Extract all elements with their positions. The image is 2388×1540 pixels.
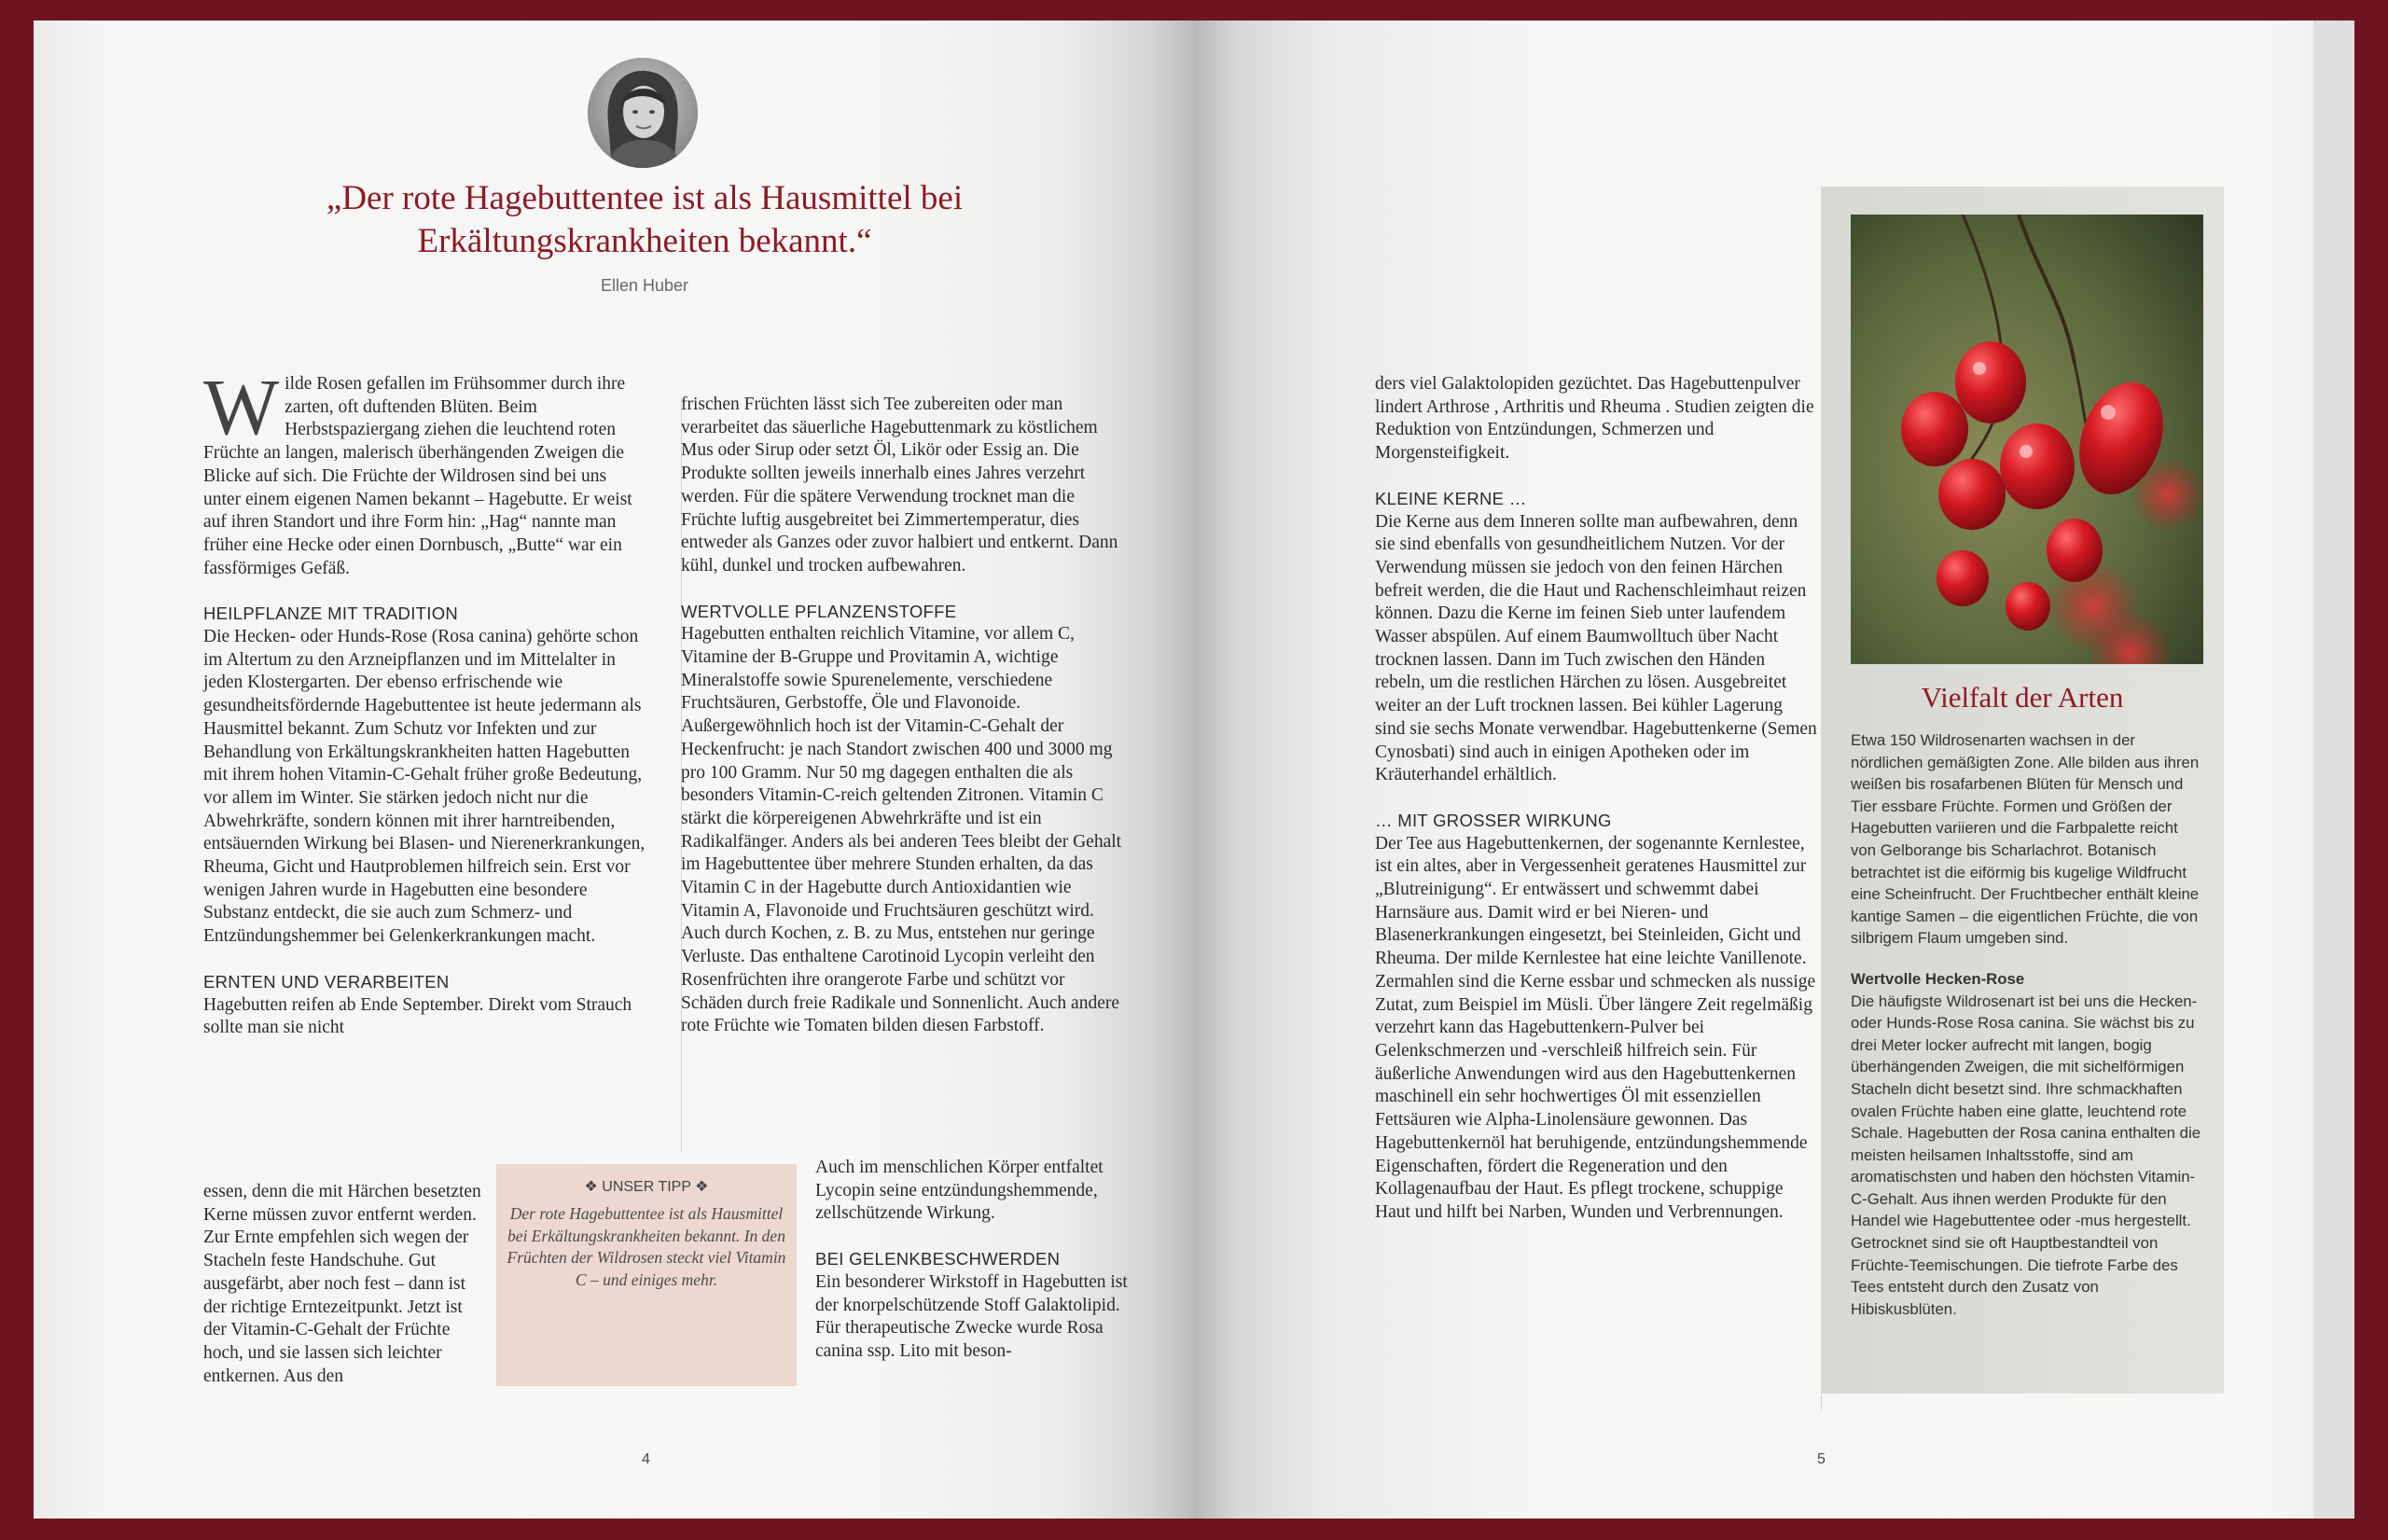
paragraph-gelenk: Ein besonderer Wirkstoff in Hagebutten ist der knorpelschützende Stoff Galaktolipid. Für therapeutische Zwecke wurde Rosa canina ssp. Lito mit beson-	[815, 1271, 1128, 1361]
dropcap: W	[203, 362, 280, 451]
pull-quote: „Der rote Hagebuttentee ist als Hausmittel bei Erkältungskrankheiten bekannt.“	[326, 179, 964, 260]
tip-title: ❖ UNSER TIPP ❖	[584, 1179, 709, 1195]
sidebar-box	[1821, 187, 2224, 1394]
right-column-1	[1375, 373, 1817, 1225]
sidebar-paragraph-1: Etwa 150 Wildrosenarten wachsen in der nördlichen gemäßigten Zone. Alle bilden aus ihren weißen bis rosafarbenen Blüten für Mensch und Tier essbare Früchte. Formen und Größen der Hagebutten variieren und die Farbpalette reicht von Gelborange bis Scharlachrot. Botanisch betrachtet ist die eiförmig bis kugelige Wildfrucht eine Scheinfrucht. Der Fruchtbecher enthält kleine kantige Samen – die eigentlichen Früchte, die von silbrigem Flaum umgeben sind.	[1851, 731, 2200, 948]
sidebar-text	[1851, 729, 2203, 1320]
left-column-1-cont	[203, 1181, 483, 1388]
paragraph-grosse-wirkung: Der Tee aus Hagebuttenkernen, der sogenannte Kernlestee, ist ein altes, aber in Vergessenheit geratenes Hausmittel zur „Blutreinigung“. Er entwässert und schwemmt dabei Harnsäure aus. Damit wird er bei Nieren- und Blasenerkrankungen eingesetzt, bei Steinleiden, Gicht und Rheuma. Der milde Kernlestee hat eine leichte Vanillenote. Zermahlen sind die Kerne essbar und schmecken als nussige Zutat, zum Beispiel im Müsli. Über längere Zeit regelmäßig verzehrt kann das Hagebuttenkern-Pulver bei Gelenkschmerzen und -verschleiß hilfreich sein. Für äußerliche Anwendungen wird aus den Hagebuttenkernen maschinell ein sehr hochwertiges Öl mit essenziellen Fettsäuren wie Alpha-Linolensäure gewonnen. Das Hagebuttenkernöl hat beruhigende, entzündungshemmende Eigenschaften, fördert die Regeneration und den Kollagenaufbau der Haut. Es pflegt trockene, schuppige Haut und hilft bei Narben, Wunden und Verbrennungen.	[1375, 833, 1816, 1222]
paragraph-galakto: ders viel Galaktolopiden gezüchtet. Das Hagebuttenpulver lindert Arthrose , Arthritis und Rheuma . Studien zeigten die Reduktion von Entzündungen, Schmerzen und Morgensteifigkeit.	[1375, 374, 1814, 464]
open-book	[34, 21, 2354, 1519]
heading-heilpflanze: HEILPFLANZE MIT TRADITION	[203, 604, 459, 624]
page-number-right: 5	[1817, 1451, 1826, 1467]
heading-gelenk: BEI GELENKBESCHWERDEN	[815, 1249, 1061, 1269]
paragraph-fruechte: frischen Früchten lässt sich Tee zubereiten oder man verarbeitet das säuerliche Hagebuttenmark zu köstlichem Mus oder Sirup oder setzt Öl, Likör oder Essig an. Die Produkte sollten jeweils innerhalb eines Jahres verzehrt werden. Für die spätere Verwendung trocknet man die Früchte luftig ausgebreitet bei Zimmertemperatur, dies entweder als Ganzes oder zuvor halbiert und entkernt. Dann kühl, dunkel und trocken aufbewahren.	[681, 395, 1118, 576]
heading-pflanzenstoffe: WERTVOLLE PFLANZENSTOFFE	[681, 601, 957, 621]
heading-kleine-kerne: KLEINE KERNE …	[1375, 488, 1527, 508]
heading-ernten: ERNTEN UND VERARBEITEN	[203, 971, 450, 992]
rosehip-photo	[1851, 215, 2203, 664]
paragraph-ernten-a: Hagebutten reifen ab Ende September. Direkt vom Strauch sollte man sie nicht	[203, 994, 632, 1038]
author-portrait	[588, 58, 698, 168]
left-column-1	[203, 362, 646, 1040]
page-edges	[2313, 21, 2354, 1519]
paragraph-kleine-kerne: Die Kerne aus dem Inneren sollte man aufbewahren, denn sie sind ebenfalls von gesundheitlichem Nutzen. Vor der Verwendung müssen sie jedoch von den feinen Härchen befreit werden, die die Haut und Rachenschleimhaut reizen können. Dazu die Kerne im feinen Sieb unter laufendem Wasser abspülen. Auf einem Baumwolltuch über Nacht trocknen lassen. Dann im Tuch zwischen den Händen rebeln, um die restlichen Härchen zu lösen. Ausgebreitet weiter an der Luft trocknen lassen. Bei kühler Lagerung sind sie sechs Monate verwendbar. Hagebuttenkerne (Semen Cynosbati) sind auch in einigen Apotheken oder im Kräuterhandel erhältlich.	[1375, 511, 1817, 785]
quote-author: Ellen Huber	[600, 276, 689, 295]
sidebar-subtitle: Wertvolle Hecken-Rose	[1851, 969, 2025, 988]
left-column-2	[681, 394, 1129, 1038]
left-page	[34, 21, 1194, 1519]
sidebar-title: Vielfalt der Arten	[1921, 681, 2124, 714]
paragraph-pflanzenstoffe: Hagebutten enthalten reichlich Vitamine, vor allem C, Vitamine der B-Gruppe und Provitamin A, wichtige Mineralstoffe sowie Spurenelemente, verschiedene Fruchtsäuren, Gerbstoffe, Öle und Flavonoide. Außergewöhnlich hoch ist der Vitamin-C-Gehalt der Heckenfrucht: je nach Standort zwischen 400 und 3000 mg pro 100 Gramm. Nur 50 mg dagegen enthalten die als besonders Vitamin-C-reich geltenden Zitronen. Vitamin C stärkt die körpereigenen Abwehrkräfte und ist ein Radikalfänger. Anders als bei anderen Tees bleibt der Gehalt im Hagebuttentee über mehrere Stunden erhalten, da das Vitamin C in der Hagebutte durch Antioxidantien wie Vitamin A, Flavonoide und Fruchtsäuren geschützt wird. Auch durch Kochen, z. B. zu Mus, entstehen nur geringe Verluste. Das enthaltene Carotinoid Lycopin verleiht den Rosenfrüchten ihre orangerote Farbe und schützt vor Schäden durch freie Radikale und Sonnenlicht. Auch andere rote Früchte wie Tomaten bilden diesen Farbstoff.	[681, 624, 1122, 1036]
tip-box	[496, 1164, 797, 1386]
left-column-2-cont	[815, 1157, 1129, 1364]
heading-grosse-wirkung: … MIT GROSSER WIRKUNG	[1375, 810, 1612, 830]
intro-paragraph: Wilde Rosen gefallen im Frühsommer durch ihre zarten, oft duftenden Blüten. Beim Herbstspaziergang ziehen die leuchtend roten Früchte an langen, malerisch überhängenden Zweigen die Blicke auf sich. Die Früchte der Wildrosen sind bei uns unter einem eigenen Namen bekannt – Hagebutte. Er weist auf ihren Standort und ihre Form hin: „Hag“ nannte man früher eine Hecke oder einen Dornbusch, „Butte“ war ein fassförmiges Gefäß.	[203, 362, 632, 578]
page-number-left: 4	[642, 1451, 650, 1467]
sidebar-paragraph-2: Die häufigste Wildrosenart ist bei uns die Hecken- oder Hunds-Rose Rosa canina. Sie wächst bis zu drei Meter locker aufrecht mit langen, bogig überhängenden Zweigen, die mit sichelförmigen Stacheln dicht besetzt sind. Ihre schmackhaften ovalen Früchte haben eine glatte, leuchtend rote Schale. Hagebutten der Rosa canina enthalten die meisten heilsamen Inhaltsstoffe, sind am aromatischsten und haben den höchsten Vitamin-C-Gehalt. Aus ihnen werden Produkte für den Handel wie Hagebuttentee oder -mus hergestellt. Getrocknet sind sie oft Hauptbestandteil von Früchte-Teemischungen. Die tiefrote Farbe des Tees entsteht durch den Zusatz von Hibiskusblüten.	[1851, 992, 2201, 1318]
tip-text: Der rote Hagebuttentee ist als Hausmittel bei Erkältungskrankheiten bekannt. In den Früchten der Wildrosen steckt viel Vitamin C – und einiges mehr.	[507, 1204, 786, 1289]
right-page	[1194, 21, 2354, 1519]
paragraph-heilpflanze: Die Hecken- oder Hunds-Rose (Rosa canina) gehörte schon im Altertum zu den Arzneipflanzen und im Mittelalter in jeden Klostergarten. Der ebenso erfrischende wie gesundheitsfördernde Hagebuttentee ist heute jedermann als Hausmittel bekannt. Zum Schutz vor Infekten und zur Behandlung von Erkältungskrankheiten hatten Hagebutten mit ihrem hohen Vitamin-C-Gehalt früher große Bedeutung, vor allem im Winter. Sie stärken jedoch nicht nur die Abwehrkräfte, sondern können mit ihrer harntreibenden, entsäuernden Wirkung bei Blasen- und Nierenerkrankungen, Rheuma, Gicht und Hautproblemen hilfreich sein. Erst vor wenigen Jahren wurde in Hagebutten eine besondere Substanz entdeckt, die sie auch zum Schmerz- und Entzündungshemmer bei Gelenkerkrankungen macht.	[203, 627, 646, 947]
paragraph-lycopin: Auch im menschlichen Körper entfaltet Lycopin seine entzündungshemmende, zellschützende Wirkung.	[815, 1158, 1104, 1224]
paragraph-ernten-b: essen, denn die mit Härchen besetzten Kerne müssen zuvor entfernt werden. Zur Ernte empfehlen sich wegen der Stacheln feste Handschuhe. Gut ausgefärbt, aber noch fest – dann ist der richtige Erntezeitpunkt. Jetzt ist der Vitamin-C-Gehalt der Früchte hoch, und sie lassen sich leichter entkernen. Aus den	[203, 1182, 481, 1386]
